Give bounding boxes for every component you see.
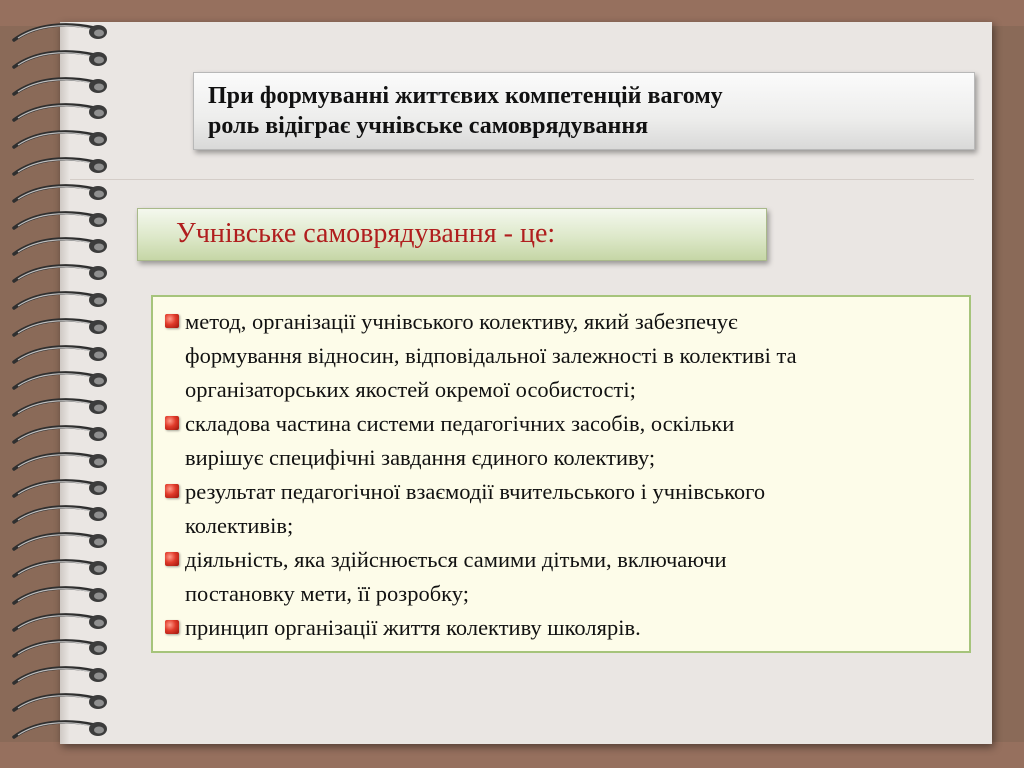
spiral-binding [6,20,116,750]
spiral-binding-ring-icon [6,529,110,555]
spiral-binding-ring-icon [6,342,110,368]
spiral-binding-ring-icon [6,636,110,662]
spiral-binding-ring-icon [6,395,110,421]
definition-item-line: організаторських якостей окремої особистості; [185,377,636,402]
definition-item-line: формування відносин, відповідальної залежності в колективі та [185,343,797,368]
red-square-bullet-icon [165,620,179,634]
definition-item [165,475,957,543]
spiral-binding-ring-icon [6,368,110,394]
spiral-binding-ring-icon [6,422,110,448]
red-square-bullet-icon [165,314,179,328]
slide-subtitle: Учнівське самоврядування - це: [137,208,767,261]
red-square-bullet-icon [165,416,179,430]
definition-item-line: принцип організації життя колективу школярів. [185,615,641,640]
spiral-binding-ring-icon [6,127,110,153]
spiral-binding-ring-icon [6,315,110,341]
spiral-binding-ring-icon [6,449,110,475]
definition-item-line: вирішує специфічні завдання єдиного колективу; [185,445,656,470]
slide-title-line: роль відіграє учнівське самоврядування [208,113,649,139]
spiral-binding-ring-icon [6,261,110,287]
definition-item [165,305,957,407]
definition-list [165,305,957,645]
red-square-bullet-icon [165,484,179,498]
definition-item [165,543,957,611]
spiral-binding-ring-icon [6,74,110,100]
definition-item-line: постановку мети, її розробку; [185,581,469,606]
spiral-binding-ring-icon [6,690,110,716]
spiral-binding-ring-icon [6,288,110,314]
slide-title-line: При формуванні життєвих компетенцій вагому [208,83,723,109]
spiral-binding-ring-icon [6,663,110,689]
definition-item-line: складова частина системи педагогічних засобів, оскільки [185,411,735,436]
spiral-binding-ring-icon [6,234,110,260]
page-divider [70,179,974,180]
spiral-binding-ring-icon [6,583,110,609]
spiral-binding-ring-icon [6,47,110,73]
spiral-binding-ring-icon [6,610,110,636]
spiral-binding-ring-icon [6,476,110,502]
definition-item-line: діяльність, яка здійснюється самими дітьми, включаючи [185,547,727,572]
red-square-bullet-icon [165,552,179,566]
definition-item [165,611,957,645]
spiral-binding-ring-icon [6,502,110,528]
definition-item-line: колективів; [185,513,294,538]
spiral-binding-ring-icon [6,208,110,234]
spiral-binding-ring-icon [6,181,110,207]
definition-item [165,407,957,475]
spiral-binding-ring-icon [6,100,110,126]
slide-title [193,72,975,150]
definition-item-line: результат педагогічної взаємодії вчительського і учнівського [185,479,766,504]
bottom-border-stripe [0,742,1024,768]
spiral-binding-ring-icon [6,154,110,180]
spiral-binding-ring-icon [6,20,110,46]
spiral-binding-ring-icon [6,556,110,582]
definition-panel [151,295,971,653]
spiral-binding-ring-icon [6,717,110,743]
definition-item-line: метод, організації учнівського колективу, який забезпечує [185,309,738,334]
